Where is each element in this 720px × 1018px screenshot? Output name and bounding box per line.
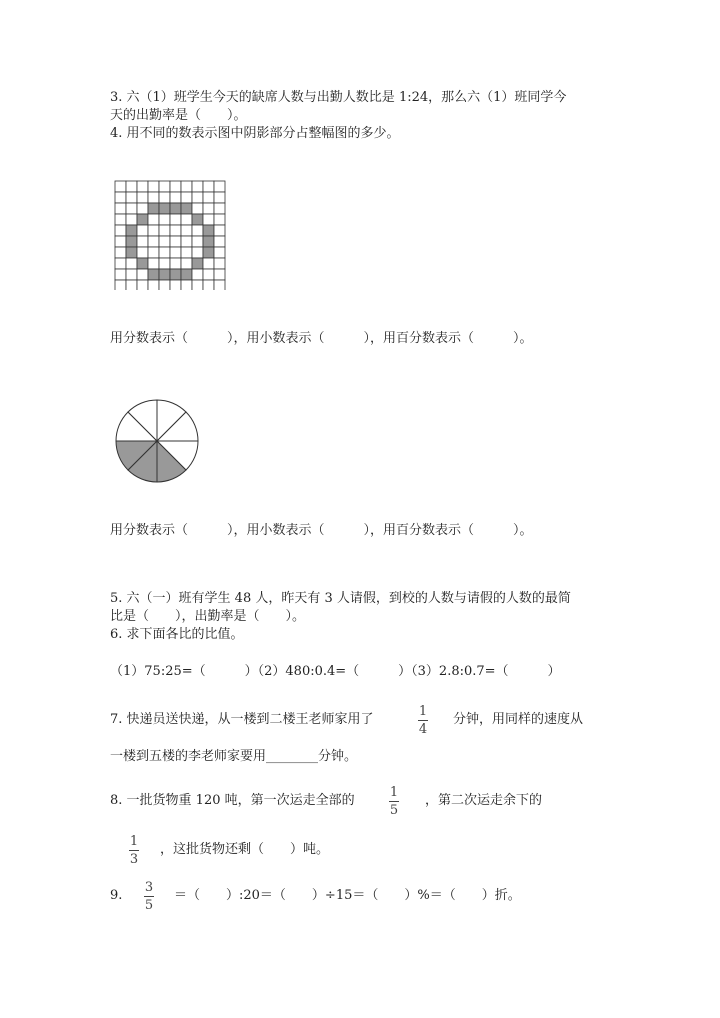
grid-cell <box>148 236 159 247</box>
grid-cell <box>203 269 214 280</box>
grid-cell <box>148 258 159 269</box>
grid-cell <box>126 192 137 203</box>
q8-fraction-2 <box>129 834 139 867</box>
grid-cell <box>148 214 159 225</box>
grid-cell <box>181 236 192 247</box>
grid-cell <box>170 280 181 290</box>
grid-cell <box>192 225 203 236</box>
q9-text: ＝（ ）:20＝（ ）÷15＝（ ）%＝（ ）折。 <box>174 888 521 903</box>
grid-cell <box>214 247 225 258</box>
grid-cell <box>137 280 148 290</box>
q9-frac-den: 5 <box>144 898 154 913</box>
grid-cell <box>192 280 203 290</box>
grid-cell <box>148 225 159 236</box>
grid-cell <box>170 203 181 214</box>
grid-cell <box>192 258 203 269</box>
grid-cell <box>126 181 137 192</box>
q9-label: 9. <box>110 888 123 903</box>
q7-fraction <box>418 704 428 737</box>
grid-cell <box>203 236 214 247</box>
grid-cell <box>214 203 225 214</box>
q3-line2: 天的出勤率是（ ）。 <box>110 108 247 123</box>
grid-cell <box>214 269 225 280</box>
q8-frac1-num: 1 <box>389 785 399 800</box>
grid-cell <box>137 269 148 280</box>
circle-figure <box>114 398 200 484</box>
q8-frac2-den: 3 <box>129 852 139 867</box>
grid-cell <box>203 247 214 258</box>
grid-cell <box>115 214 126 225</box>
q5-line2: 比是（ ），出勤率是（ ）。 <box>110 609 306 624</box>
grid-cell <box>126 225 137 236</box>
grid-cell <box>192 269 203 280</box>
frac-bar <box>129 850 139 851</box>
grid-cell <box>159 236 170 247</box>
grid-cell <box>192 203 203 214</box>
grid-cell <box>181 247 192 258</box>
q5-line1: 5. 六（一）班有学生 48 人，昨天有 3 人请假，到校的人数与请假的人数的最简 <box>110 591 571 606</box>
grid-cell <box>181 203 192 214</box>
grid-cell <box>137 214 148 225</box>
grid-cell <box>137 247 148 258</box>
grid-cell <box>192 181 203 192</box>
grid-cell <box>126 214 137 225</box>
grid-cell <box>159 280 170 290</box>
grid-cell <box>115 225 126 236</box>
grid-cell <box>181 269 192 280</box>
grid-cell <box>126 258 137 269</box>
grid-cell <box>181 214 192 225</box>
grid-cell <box>214 192 225 203</box>
grid-cell <box>115 236 126 247</box>
q8-text-after: ，第二次运走余下的 <box>425 793 543 808</box>
grid-cell <box>170 225 181 236</box>
grid-cell <box>148 192 159 203</box>
grid-cell <box>137 181 148 192</box>
grid-cell <box>203 258 214 269</box>
grid-cell <box>181 258 192 269</box>
q6-title: 6. 求下面各比的比值。 <box>110 627 244 642</box>
q8-frac2-num: 1 <box>129 834 139 849</box>
grid-cell <box>203 203 214 214</box>
grid-cell <box>214 225 225 236</box>
grid-cell <box>115 280 126 290</box>
q4-answer-circle: 用分数表示（ ），用小数表示（ ），用百分数表示（ ）。 <box>110 523 533 538</box>
grid-cell <box>137 203 148 214</box>
grid-cell <box>115 203 126 214</box>
frac-bar <box>144 896 154 897</box>
grid-cell <box>203 192 214 203</box>
grid-cell <box>115 192 126 203</box>
grid-cell <box>159 247 170 258</box>
grid-cell <box>137 192 148 203</box>
grid-cell <box>159 214 170 225</box>
grid-cell <box>137 258 148 269</box>
q8-fraction-1 <box>389 785 399 818</box>
grid-cell <box>148 247 159 258</box>
grid-cell <box>203 280 214 290</box>
grid-cell <box>192 192 203 203</box>
grid-cell <box>159 203 170 214</box>
grid-cell <box>126 247 137 258</box>
grid-cell <box>137 225 148 236</box>
frac-bar <box>418 720 428 721</box>
q7-text-after: 分钟，用同样的速度从 <box>453 712 584 727</box>
grid-cell <box>126 203 137 214</box>
q6-items: （1）75:25=（ ）（2）480:0.4=（ ）（3）2.8:0.7=（ ） <box>110 664 561 679</box>
grid-cell <box>214 258 225 269</box>
grid-cell <box>192 214 203 225</box>
grid-cell <box>126 236 137 247</box>
grid-cell <box>137 236 148 247</box>
grid-cell <box>170 214 181 225</box>
grid-cell <box>181 280 192 290</box>
q9-fraction <box>144 880 154 913</box>
q9-frac-num: 3 <box>144 880 154 895</box>
grid-cell <box>159 192 170 203</box>
q7-frac-num: 1 <box>418 704 428 719</box>
grid-cell <box>214 280 225 290</box>
grid-cell <box>148 181 159 192</box>
grid-cell <box>170 181 181 192</box>
grid-cell <box>159 258 170 269</box>
frac-bar <box>389 801 399 802</box>
grid-cell <box>170 269 181 280</box>
q7-frac-den: 4 <box>418 722 428 737</box>
grid-cell <box>170 258 181 269</box>
grid-figure <box>114 180 226 290</box>
q4-answer-grid: 用分数表示（ ），用小数表示（ ），用百分数表示（ ）。 <box>110 331 533 346</box>
q8-frac1-den: 5 <box>389 803 399 818</box>
grid-cell <box>159 225 170 236</box>
q3-line1: 3. 六（1）班学生今天的缺席人数与出勤人数比是 1:24，那么六（1）班同学今 <box>110 90 567 105</box>
q8-text-before: 8. 一批货物重 120 吨，第一次运走全部的 <box>110 793 355 808</box>
grid-cell <box>214 214 225 225</box>
grid-cell <box>181 192 192 203</box>
grid-cell <box>170 192 181 203</box>
grid-cell <box>115 181 126 192</box>
grid-cell <box>148 269 159 280</box>
q8-line2: ，这批货物还剩（ ）吨。 <box>160 842 330 857</box>
grid-cell <box>170 236 181 247</box>
grid-cell <box>159 269 170 280</box>
grid-cell <box>148 203 159 214</box>
grid-cell <box>214 181 225 192</box>
grid-cell <box>203 181 214 192</box>
grid-cell <box>159 181 170 192</box>
q7-text-before: 7. 快递员送快递，从一楼到二楼王老师家用了 <box>110 712 374 727</box>
q7-line2: 一楼到五楼的李老师家要用________分钟。 <box>110 749 358 764</box>
grid-cell <box>115 269 126 280</box>
q4-title: 4. 用不同的数表示图中阴影部分占整幅图的多少。 <box>110 126 400 141</box>
grid-cell <box>192 247 203 258</box>
grid-cell <box>126 269 137 280</box>
grid-cell <box>126 280 137 290</box>
grid-cell <box>214 236 225 247</box>
grid-cell <box>203 225 214 236</box>
grid-cell <box>192 236 203 247</box>
grid-cell <box>148 280 159 290</box>
grid-cell <box>115 258 126 269</box>
grid-cell <box>203 214 214 225</box>
grid-cell <box>115 247 126 258</box>
grid-cell <box>170 247 181 258</box>
grid-cell <box>181 225 192 236</box>
grid-cell <box>181 181 192 192</box>
